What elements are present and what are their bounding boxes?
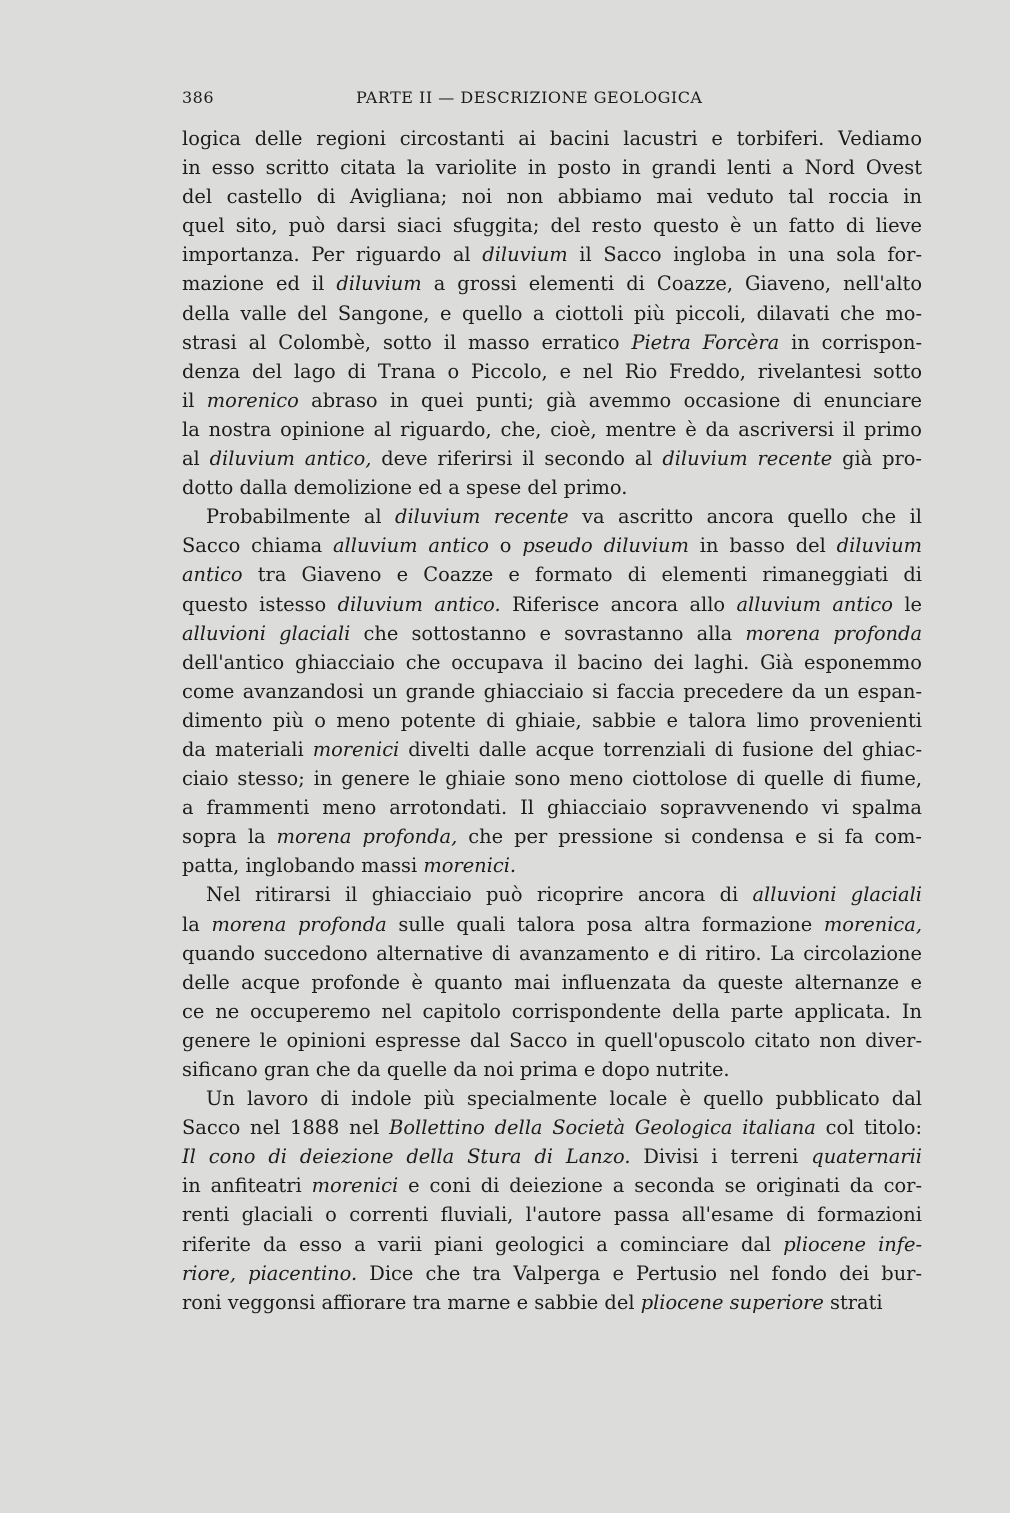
text-line [182,357,922,386]
text-line [182,444,922,473]
italic-text: pseudo diluvium [522,534,689,558]
text-line [182,299,922,328]
text-line [182,1055,922,1084]
paragraph [182,502,922,880]
text-run: in basso del [688,534,837,558]
italic-text: riore, piacentino. [182,1261,358,1285]
text-run: che per pressione si condensa e si fa com- [457,825,922,849]
text-run: le [892,592,922,616]
italic-text: pliocene superiore [640,1290,824,1314]
text-run: del castello di Avigliana; noi non abbiamo mai veduto tal roccia in [182,185,922,209]
text-run: roni veggonsi affiorare tra marne e sabbie del [182,1290,641,1314]
italic-text: antico [182,563,243,587]
text-line [182,997,922,1026]
text-line [182,619,922,648]
text-run: dotto dalla demolizione ed a spese del primo. [182,476,628,500]
text-run: strasi al Colombè, sotto il masso erratico [182,330,632,354]
text-line [182,124,922,153]
paragraph [182,124,922,502]
text-run: abraso in quei punti; già avemmo occasione di enunciare [298,388,922,412]
text-run: dell'antico ghiacciaio che occupava il bacino dei laghi. Già esponemmo [182,650,922,674]
text-line [182,531,922,560]
text-run: Divisi i terreni [630,1145,812,1169]
text-run: Probabilmente al [206,505,396,529]
italic-text: quaternarii [811,1145,923,1169]
text-line [182,153,922,182]
italic-text: diluvium [836,534,922,558]
text-run: quel sito, può darsi siaci sfuggita; del resto questo è un fatto di lieve [182,214,922,238]
text-line [182,1113,922,1142]
italic-text: diluvium antico. [337,592,501,616]
italic-text: pliocene infe- [783,1232,922,1256]
text-line [182,851,922,880]
text-run: logica delle regioni circostanti ai bacini lacustri e torbiferi. Vediamo [182,127,922,150]
text-run: a frammenti meno arrotondati. Il ghiacciaio sopravvenendo vi spalma [182,796,922,820]
text-run: in corrispon- [779,330,923,354]
text-run: strati [823,1290,883,1314]
italic-text: diluvium recente [662,447,833,471]
text-line [182,793,922,822]
text-run: da materiali [182,737,313,761]
text-run: divelti dalle acque torrenziali di fusione del ghiac- [399,737,922,761]
italic-text: Bollettino della Società Geologica italiana [389,1116,816,1140]
italic-text: morenici. [423,854,517,878]
text-run: dimento più o meno potente di ghiaie, sabbie e talora limo provenienti [182,708,922,732]
text-run: sificano gran che da quelle da noi prima e dopo nutrite. [182,1058,730,1081]
text-run: patta, inglobando massi [182,854,424,878]
text-run: deve riferirsi il secondo al [371,447,663,471]
text-line [182,939,922,968]
text-run: in anfiteatri [182,1174,312,1198]
text-line [182,968,922,997]
text-run: importanza. Per riguardo al [182,243,483,267]
text-run: Riferisce ancora allo [500,592,737,616]
italic-text: morena profonda [745,621,923,645]
text-line [182,677,922,706]
text-line [182,1288,922,1317]
text-run: tra Giaveno e Coazze e formato di elementi rimaneggiati di [242,563,922,587]
text-line [182,735,922,764]
text-run: in esso scritto citata la variolite in posto in grandi lenti a Nord Ovest [182,156,922,180]
text-line [182,1200,922,1229]
italic-text: morena profonda, [276,825,458,849]
italic-text: Pietra Forcèra [631,330,780,354]
text-line [182,473,922,502]
italic-text: diluvium [482,243,568,267]
text-run: Un lavoro di indole più specialmente locale è quello pubblicato dal [206,1087,922,1111]
text-line [182,386,922,415]
text-line [182,269,922,298]
text-run: a grossi elementi di Coazze, Giaveno, nell'alto [421,272,922,296]
text-run: va ascritto ancora quello che il [568,505,922,529]
text-line [182,415,922,444]
text-run: genere le opinioni espresse dal Sacco in quell'opuscolo citato non diver- [182,1028,922,1052]
text-run: delle acque profonde è quanto mai influenzata da queste alternanze e [182,970,922,994]
paragraph [182,1084,922,1317]
body-text [182,124,922,1317]
text-run: la [182,912,212,936]
page-number: 386 [182,88,215,107]
italic-text: alluvioni glaciali [182,621,351,645]
text-run: questo istesso [182,592,338,616]
text-run: sopra la [182,825,277,849]
italic-text: diluvium recente [395,505,569,529]
italic-text: alluvium antico [736,592,893,616]
text-line [182,1259,922,1288]
text-run: Dice che tra Valperga e Pertusio nel fondo dei bur- [357,1261,923,1285]
italic-text: morena profonda [211,912,387,936]
text-run: riferite da esso a varii piani geologici a cominciare dal [182,1232,784,1256]
text-line [182,182,922,211]
text-run: Sacco nel 1888 nel [182,1116,390,1140]
text-line [182,910,922,939]
text-run: ce ne occuperemo nel capitolo corrispondente della parte applicata. In [182,999,922,1023]
text-line [182,706,922,735]
text-run: come avanzandosi un grande ghiacciaio si faccia precedere da un espan- [182,679,922,703]
text-line [182,590,922,619]
text-run: già pro- [832,447,922,471]
text-run: sulle quali talora posa altra formazione [386,912,824,936]
text-line [182,1230,922,1259]
text-run: il [182,388,207,412]
text-line [182,648,922,677]
italic-text: diluvium antico, [209,447,372,471]
italic-text: alluvium antico [333,534,489,558]
page-header [182,88,922,118]
text-line [182,1142,922,1171]
text-run: denza del lago di Trana o Piccolo, e nel Rio Freddo, rivelantesi sotto [182,359,922,383]
text-line [182,822,922,851]
text-line [182,211,922,240]
italic-text: morenici [311,1174,399,1198]
italic-text: morenico [206,388,299,412]
text-line [182,1026,922,1055]
running-title: PARTE II — DESCRIZIONE GEOLOGICA [356,88,703,107]
text-run: che sottostanno e sovrastanno alla [350,621,746,645]
text-run: della valle del Sangone, e quello a ciottoli più piccoli, dilavati che mo- [182,301,922,325]
text-line [182,764,922,793]
text-run: quando succedono alternative di avanzamento e di ritiro. La circolazione [182,941,922,965]
italic-text: morenici [312,737,400,761]
text-run: Nel ritirarsi il ghiacciaio può ricoprire ancora di [206,883,753,907]
text-run: e coni di deiezione a seconda se originati da cor- [398,1174,922,1198]
text-line [182,328,922,357]
text-run: ciaio stesso; in genere le ghiaie sono meno ciottolose di quelle di fiume, [182,767,922,791]
text-run: renti glaciali o correnti fluviali, l'autore passa all'esame di formazioni [182,1203,922,1227]
text-run: al [182,447,210,471]
text-line [182,880,922,909]
text-run: il Sacco ingloba in una sola for- [567,243,923,267]
italic-text: diluvium [336,272,422,296]
paragraph [182,880,922,1084]
text-line [182,560,922,589]
text-line [182,240,922,269]
text-run: Sacco chiama [182,534,333,558]
text-line [182,1171,922,1200]
text-run: o [488,534,523,558]
text-line [182,1084,922,1113]
text-run: la nostra opinione al riguardo, che, cioè, mentre è da ascriversi il primo [182,417,922,441]
italic-text: Il cono di deiezione della Stura di Lanzo. [182,1145,631,1169]
italic-text: alluvioni glaciali [752,883,922,907]
italic-text: morenica, [823,912,922,936]
text-line [182,502,922,531]
text-run: mazione ed il [182,272,337,296]
text-run: col titolo: [815,1116,922,1140]
